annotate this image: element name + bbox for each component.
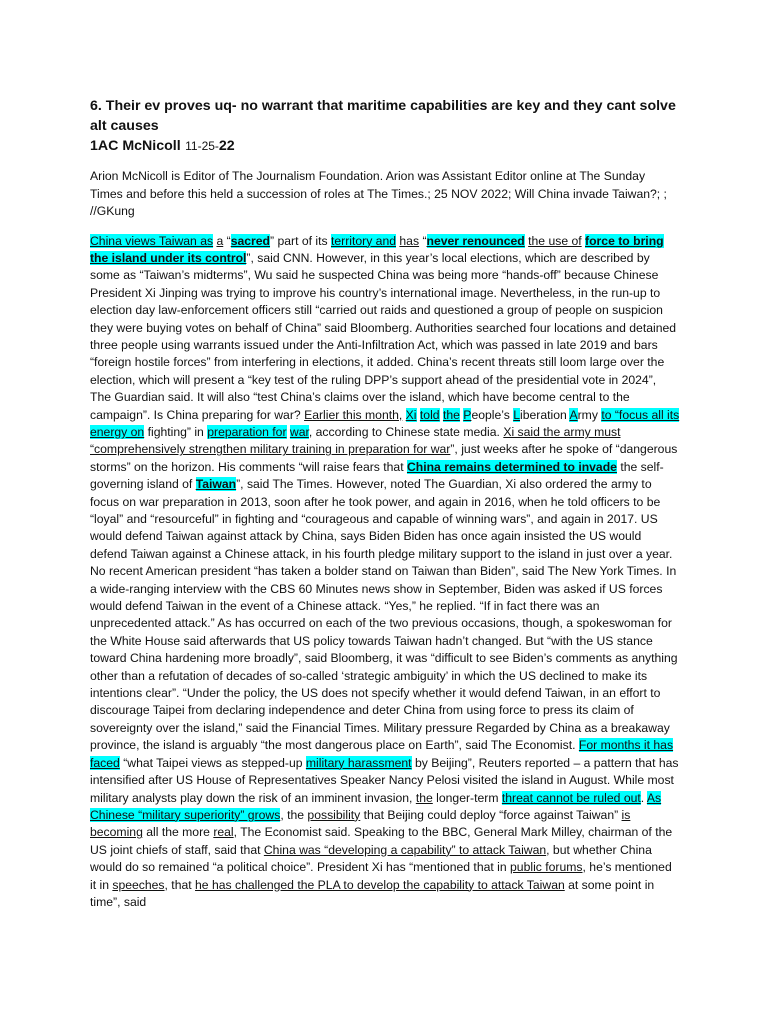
card-text-segment: eople’s: [471, 407, 514, 422]
card-text-segment: , but whether China would do so remained “a political choice”. President Xi has “mentioned that in: [90, 842, 652, 875]
citation-date: 11-25-: [185, 139, 219, 153]
card-text-segment: China views Taiwan as: [90, 233, 214, 248]
card-text-segment: rmy: [577, 407, 602, 422]
card-text-segment: force to bring the island under its control: [90, 233, 664, 265]
card-text-segment: ”, said CNN. However, in this year’s local elections, which are described by some as “Taiwan’s midterms”, Wu said he suspected China was being more “hands-off” because Chinese President Xi Jinping was trying to improve his country’s international image. Nevertheless, in the run-up to election day law-enforcement officers still “carried out raids and questioned a group of people on suspicion they were buying votes on behalf of China” said Bloomberg. Authorities searched four locations and detained three people using warrants issued under the Anti-Infiltration Act, which was passed in late 2019 and bars “foreign hostile forces” from interfering in elections, it added. China’s recent threats still loom large over the election, which will present a “key test of the ruling DPP’s support ahead of the presidential vote in 2024”, The Guardian said. It will also “test China’s claims over the island, which have become central to the campaign”. Is China preparing for war?: [90, 250, 677, 422]
card-text-segment: Earlier this month,: [304, 407, 403, 422]
card-text-segment: that Beijing could deploy “force against Taiwan”: [360, 807, 622, 822]
card-text-segment: P: [463, 407, 472, 422]
card-text-segment: all the more: [142, 825, 214, 840]
card-text-segment: , The Economist said. Speaking to the BBC, General Mark Milley, chairman of the US joint chiefs of staff, said that: [90, 825, 673, 857]
card-text-segment: .: [640, 790, 647, 805]
card-text-segment: “: [223, 233, 231, 248]
card-text-segment: by Beijing”, Reuters reported – a pattern that has intensified after US House of Representatives Speaker Nancy Pelosi visited the island in August. While most military analysts play down the risk of an imminent invasion,: [90, 755, 679, 805]
citation-author: 1AC McNicoll: [90, 138, 181, 154]
card-text-segment: , according to Chinese state media.: [308, 424, 504, 439]
card-text-segment: China was “developing a capability” to attack Taiwan: [263, 842, 547, 857]
card-text-segment: a: [216, 233, 224, 248]
card-text-segment: never renounced: [426, 233, 525, 248]
card-text-segment: possibility: [307, 807, 361, 822]
document-page: [90, 96, 680, 911]
card-text-segment: Xi: [405, 407, 417, 422]
card-text-segment: to “focus all its energy on: [90, 407, 680, 439]
card-text-segment: public forums: [510, 860, 583, 875]
card-text-segment: , he’s mentioned it in: [90, 860, 672, 892]
card-text-segment: he has challenged the PLA to develop the capability to attack Taiwan: [195, 877, 565, 892]
card-text-segment: the: [442, 407, 460, 422]
card-text-segment: L: [513, 407, 521, 422]
card-text-segment: war: [289, 424, 309, 439]
card-text-segment: “: [419, 233, 427, 248]
card-text-segment: As Chinese “military superiority” grows: [90, 790, 662, 822]
card-text-segment: the: [415, 790, 433, 805]
card-text-segment: preparation for: [207, 424, 287, 439]
card-body: [90, 233, 680, 912]
card-text-segment: longer-term: [432, 790, 502, 805]
card-text-segment: military harassment: [305, 755, 412, 770]
card-text-segment: For months it has faced: [90, 738, 674, 770]
card-text-segment: speeches: [112, 877, 165, 892]
card-text-segment: ”, just weeks after he spoke of “dangerous storms” on the horizon. His comments “will raise fears that: [90, 442, 678, 474]
card-text-segment: is becoming: [90, 807, 631, 840]
source-info: Arion McNicoll is Editor of The Journalism Foundation. Arion was Assistant Editor online at The Sunday Times and before this held a succession of roles at The Times.; 25 NOV 2022; Will China invade Taiwan?; ; //GKung: [90, 169, 667, 218]
card-text-segment: “what Taipei views as stepped-up: [119, 755, 306, 770]
card-text-segment: at some point in time”, said: [90, 877, 655, 909]
card-text-segment: sacred: [230, 233, 271, 248]
card-text-segment: iberation: [520, 407, 570, 422]
card-text-segment: territory and: [330, 233, 397, 248]
citation-year: 22: [218, 138, 235, 154]
card-text-segment: Xi said the army must “comprehensively strengthen military training in preparation for war: [90, 424, 621, 457]
card-text-segment: ”, said The Times. However, noted The Guardian, Xi also ordered the army to focus on war preparation in 2013, soon after he took power, and again in 2016, when he told officers to be “loyal” and “resourceful” in fighting and “courageous and capable of winning wars”, and again in 2017. US would defend Taiwan against attack by China, says Biden Biden has once again insisted the US would defend Taiwan against a Chinese attack, in his fourth pledge military support to the island in just over a year. No recent American president “has taken a bolder stand on Taiwan than Biden”, said The New York Times. In a wide-ranging interview with the CBS 60 Minutes news show in September, Biden was asked if US forces would defend Taiwan in the event of a Chinese attack. “Yes,” he replied. “If in fact there was an unprecedented attack.” As has occurred on each of the two previous occasions, though, a spokeswoman for the White House said afterwards that US policy towards Taiwan hadn’t changed. But “with the US stance toward China hardening more broadly”, said Bloomberg, it was “difficult to see Biden’s comments as anything other than a refutation of decades of so-called ‘strategic ambiguity’ in which the US declined to make its intentions clear”. “Under the policy, the US does not specify whether it would defend Taiwan, in an effort to discourage Taipei from declaring independence and deter China from using force to press its claim of sovereignty over the island,” said the Financial Times. Military pressure Regarded by China as a breakaway province, the island is arguably “the most dangerous place on Earth”, said The Economist.: [90, 477, 678, 753]
card-text-segment: Taiwan: [195, 477, 237, 492]
card-text-segment: has: [399, 233, 420, 248]
citation: [90, 136, 680, 156]
card-text-segment: , that: [164, 877, 196, 892]
card-text-segment: the use of: [528, 233, 582, 248]
card-text-segment: told: [419, 407, 440, 422]
card-text-segment: real: [213, 825, 234, 840]
card-text-segment: China remains determined to invade: [406, 459, 617, 474]
card-tag: 6. Their ev proves uq- no warrant that maritime capabilities are key and they cant solve alt causes: [90, 98, 676, 134]
card-text-segment: threat cannot be ruled out: [501, 790, 641, 805]
card-text-segment: ” part of its: [270, 233, 331, 248]
card-text-segment: the self-governing island of: [90, 459, 664, 492]
card-text-segment: , the: [280, 807, 308, 822]
card-text-segment: fighting” in: [144, 424, 208, 439]
card-text-segment: A: [569, 407, 578, 422]
